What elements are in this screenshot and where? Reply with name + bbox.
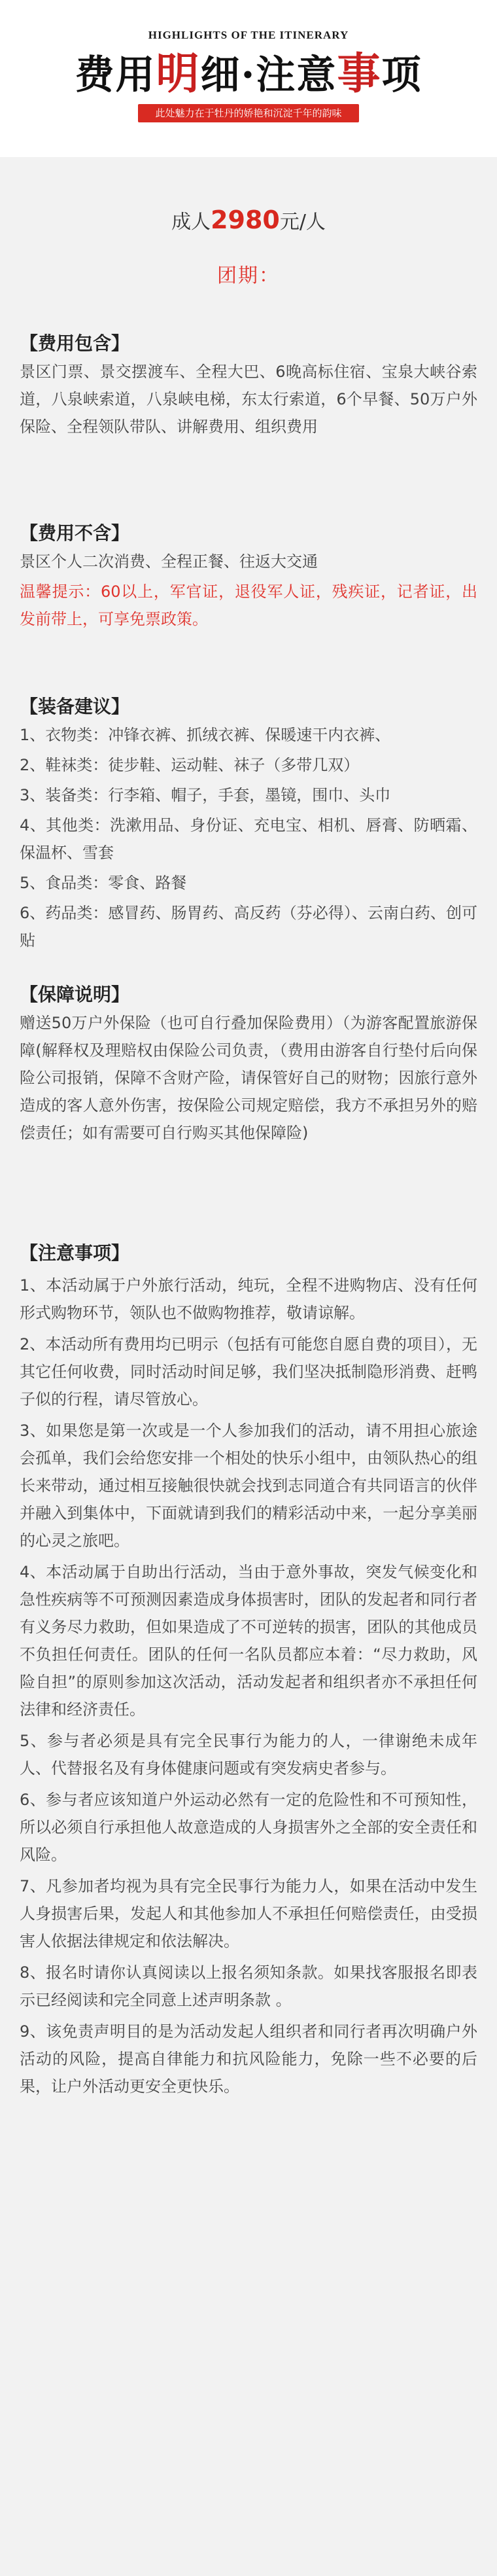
included-text: 景区门票、景交摆渡车、全程大巴、6晚高标住宿、宝泉大峡谷索道，八泉峡索道，八泉峡电梯，东太行索道，6个早餐、50万户外保险、全程领队带队、讲解费用、组织费用: [20, 363, 477, 436]
section-excluded: [20, 520, 477, 633]
list-item: 9、该免责声明目的是为活动发起人组织者和同行者再次明确户外活动的风险，提高自律能力和抗风险能力，免除一些不必要的后果，让户外活动更安全更快乐。: [20, 2022, 477, 2096]
section-title-equipment: 【装备建议】: [20, 696, 130, 717]
excluded-text: 景区个人二次消费、全程正餐、往返大交通: [20, 552, 318, 571]
title-part-2: 细·注意: [200, 52, 337, 98]
title-accent-1: 明: [156, 48, 201, 99]
list-item: 4、其他类：洗漱用品、身份证、充电宝、相机、唇膏、防晒霜、保温杯、雪套: [20, 816, 477, 862]
section-title-included: 【费用包含】: [20, 332, 130, 354]
page-title: [0, 48, 497, 100]
section-included: [20, 331, 477, 440]
list-item: 3、装备类：行李箱、帽子，手套，墨镜，围巾、头巾: [20, 786, 391, 804]
price-prefix: 成人: [171, 211, 211, 234]
list-item: 1、衣物类：冲锋衣裤、抓绒衣裤、保暖速干内衣裤、: [20, 726, 391, 744]
list-item: 2、本活动所有费用均已明示（包括有可能您自愿自费的项目），无其它任何收费，同时活动时间足够，我们坚决抵制隐形消费、赶鸭子似的行程，请尽管放心。: [20, 1335, 477, 1408]
list-item: 7、凡参加者均视为具有完全民事行为能力人，如果在活动中发生人身损害后果，发起人和其他参加人不承担任何赔偿责任，由受损害人依据法律规定和依法解决。: [20, 1877, 477, 1950]
title-accent-2: 事: [337, 48, 382, 99]
section-title-notes: 【注意事项】: [20, 1242, 130, 1264]
price-suffix: 元/人: [279, 211, 326, 234]
list-item: 4、本活动属于自助出行活动，当由于意外事故，突发气候变化和急性疾病等不可预测因素造成身体损害时，团队的发起者和同行者有义务尽力救助，但如果造成了不可逆转的损害，团队的其他成员不负担任何责任。团队的任何一名队员都应本着：“尽力救助，风险自担”的原则参加这次活动，活动发起者和组织者亦不承担任何法律和经济责任。: [20, 1563, 477, 1719]
section-title-excluded: 【费用不含】: [20, 522, 130, 544]
section-equipment: [20, 694, 477, 954]
excluded-tip: 温馨提示：60以上，军官证，退役军人证，残疾证，记者证，出发前带上，可享免票政策。: [20, 582, 477, 628]
content-area: [0, 157, 497, 2576]
title-part-3: 项: [381, 52, 422, 98]
list-item: 1、本活动属于户外旅行活动，纯玩，全程不进购物店、没有任何形式购物环节，领队也不做购物推荐，敬请谅解。: [20, 1276, 477, 1322]
list-item: 6、药品类：感冒药、肠胃药、高反药（芬必得）、云南白药、创可贴: [20, 904, 477, 950]
price-amount: 2980: [211, 206, 280, 234]
list-item: 2、鞋袜类：徒步鞋、运动鞋、袜子（多带几双）: [20, 756, 360, 774]
header-subtitle-en: HIGHLIGHTS OF THE ITINERARY: [148, 29, 349, 41]
list-item: 5、参与者必须是具有完全民事行为能力的人，一律谢绝未成年人、代替报名及有身体健康问题或有突发病史者参与。: [20, 1732, 477, 1778]
section-notes: [20, 1240, 477, 2100]
list-item: 8、报名时请你认真阅读以上报名须知条款。如果找客服报名即表示已经阅读和完全同意上述声明条款 。: [20, 1963, 477, 2009]
title-part-1: 费用: [75, 52, 156, 98]
list-item: 3、如果您是第一次或是一个人参加我们的活动，请不用担心旅途会孤单，我们会给您安排一个相处的快乐小组中，由领队热心的组长来带动，通过相互接触很快就会找到志同道合有共同语言的伙伴并融入到集体中，下面就请到我们的精彩活动中来，一起分享美丽的心灵之旅吧。: [20, 1422, 477, 1550]
list-item: 5、食品类：零食、路餐: [20, 874, 187, 892]
group-dates-label: 团期：: [217, 264, 280, 287]
section-insurance: [20, 982, 477, 1147]
insurance-text: 赠送50万户外保险（也可自行叠加保险费用）（为游客配置旅游保障(解释权及理赔权由保险公司负责，（费用由游客自行垫付后向保险公司报销，保障不含财产险，请保管好自己的财物；因旅行意外造成的客人意外伤害，按保险公司规定赔偿，我方不承担另外的赔偿责任；如有需要可自行购买其他保障险): [20, 1014, 477, 1142]
list-item: 6、参与者应该知道户外运动必然有一定的危险性和不可预知性，所以必须自行承担他人故意造成的人身损害外之全部的安全责任和风险。: [20, 1791, 477, 1864]
header-slogan-banner: 此处魅力在于牡丹的娇艳和沉淀千年的韵味: [138, 104, 358, 122]
header: [0, 0, 497, 157]
section-title-insurance: 【保障说明】: [20, 984, 130, 1005]
price-line: [20, 157, 477, 234]
